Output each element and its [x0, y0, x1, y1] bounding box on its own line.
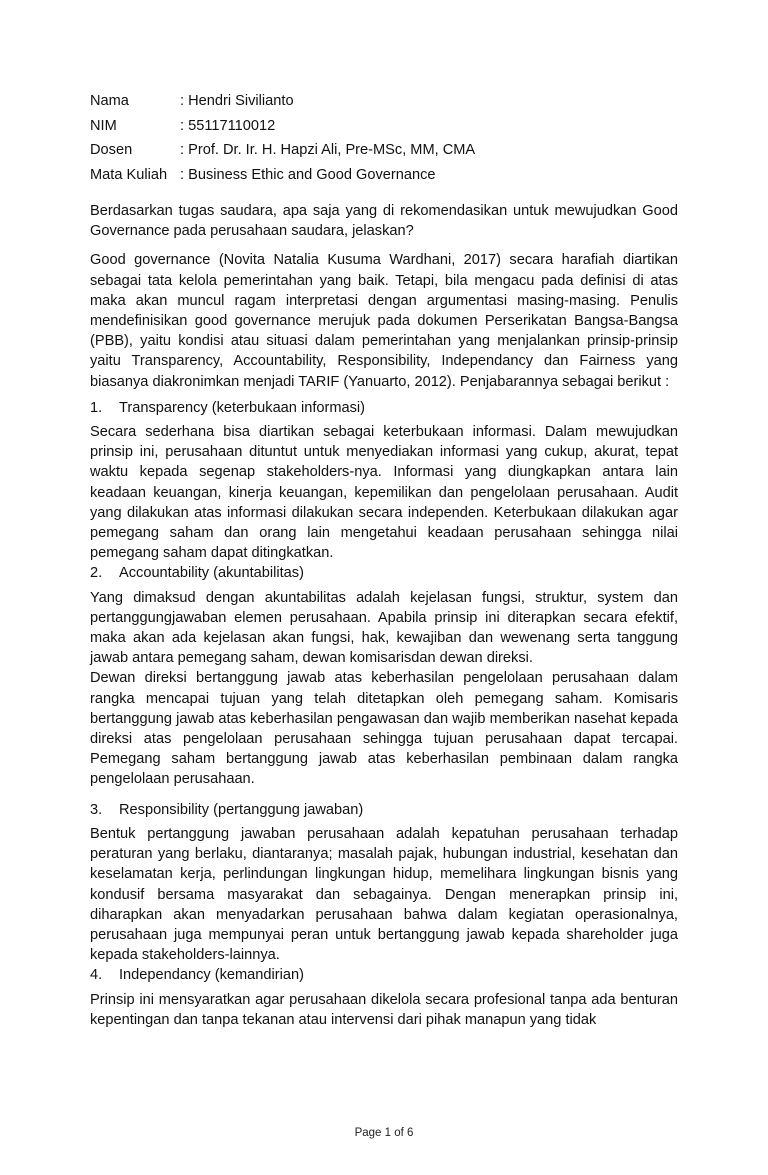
section-title: Independancy (kemandirian)	[119, 967, 304, 984]
info-row-mata-kuliah	[90, 163, 678, 188]
info-label: NIM	[90, 117, 117, 134]
section-paragraph: Dewan direksi bertanggung jawab atas keberhasilan pengelolaan perusahaan dalam rangka mencapai tujuan yang telah ditetapkan oleh pemegang saham. Komisaris bertanggung jawab atas keberhasilan pengawasan dan wajib memberikan nasehat kepada direksi atas pengelolaan perusahaan sehingga tujuan perusahaan dapat tercapai. Pemegang saham bertanggung jawab atas keberhasilan pembinaan dalam rangka pengelolaan perusahaan.	[90, 670, 678, 788]
info-row-nim	[90, 114, 678, 139]
section-paragraph: Bentuk pertanggung jawaban perusahaan adalah kepatuhan perusahaan terhadap peraturan yang berlaku, diantaranya; masalah pajak, hubungan industrial, kesehatan dan keselamatan kerja, perlindungan lingkungan hidup, memelihara lingkungan bisnis yang kondusif bersama masyarakat dan sebagainya. Dengan menerapkan prinsip ini, diharapkan akan menyadarkan perusahaan bahwa dalam kegiatan operasionalnya, perusahaan juga mempunyai peran untuk bertanggung jawab kepada shareholder juga kepada stakeholders-lainnya.	[90, 825, 678, 964]
page-number: Page 1 of 6	[354, 1127, 414, 1139]
section-paragraph: Yang dimaksud dengan akuntabilitas adalah kejelasan fungsi, struktur, system dan pertanggungjawaban elemen perusahaan. Apabila prinsip ini diterapkan secara efektif, maka akan ada kejelasan akan fungsi, hak, kewajiban dan wewenang serta tanggung jawab antara pemegang saham, dewan komisarisdan dewan direksi.	[90, 589, 678, 667]
info-row-nama	[90, 89, 678, 114]
info-row-dosen	[90, 138, 678, 163]
info-label: Mata Kuliah	[90, 166, 168, 183]
section-number: 2.	[90, 565, 103, 582]
section-number: 4.	[90, 967, 103, 984]
section-heading-independancy	[90, 965, 678, 985]
info-value: : Hendri Sivilianto	[180, 93, 294, 110]
info-label: Dosen	[90, 142, 133, 159]
section-heading-transparency	[90, 398, 678, 418]
section-paragraph: Prinsip ini mensyaratkan agar perusahaan dikelola secara profesional tanpa ada benturan kepentingan dan tanpa tekanan atau intervensi dari pihak manapun yang tidak	[90, 991, 678, 1028]
section-heading-accountability	[90, 563, 678, 583]
student-info	[90, 89, 678, 187]
info-value: : 55117110012	[180, 117, 276, 134]
info-label: Nama	[90, 93, 129, 110]
section-title: Transparency (keterbukaan informasi)	[119, 399, 366, 416]
document-body	[90, 89, 678, 1030]
section-number: 1.	[90, 399, 103, 416]
section-title: Accountability (akuntabilitas)	[119, 565, 304, 582]
info-value: : Prof. Dr. Ir. H. Hapzi Ali, Pre-MSc, MM, CMA	[180, 142, 476, 159]
intro-paragraph: Good governance (Novita Natalia Kusuma Wardhani, 2017) secara harafiah diartikan sebagai tata kelola pemerintahan yang baik. Tetapi, bila mengacu pada definisi di atas maka akan muncul ragam interpretasi dengan argumentasi masing-masing. Penulis mendefinisikan good governance merujuk pada dokumen Perserikatan Bangsa-Bangsa (PBB), yaitu kondisi atau situasi dalam pemerintahan yang menjalankan prinsip-prinsip yaitu Transparency, Accountability, Responsibility, Independancy dan Fairness yang biasanya diakronimkan menjadi TARIF (Yanuarto, 2012). Penjabarannya sebagai berikut :	[90, 252, 678, 390]
section-paragraph: Secara sederhana bisa diartikan sebagai keterbukaan informasi. Dalam mewujudkan prinsip ini, perusahaan dituntut untuk menyediakan informasi yang cukup, akurat, tepat waktu kepada segenap stakeholders-nya. Informasi yang diungkapkan antara lain keadaan keuangan, kinerja keuangan, kepemilikan dan pengelolaan perusahaan. Audit yang dilakukan atas informasi dilakukan secara independen. Keterbukaan dilakukan agar pemegang saham dan orang lain mengetahui keadaan perusahaan sehingga nilai pemegang saham dapat ditingkatkan.	[90, 424, 678, 562]
info-value: : Business Ethic and Good Governance	[180, 166, 436, 183]
section-heading-responsibility	[90, 800, 678, 820]
assignment-question: Berdasarkan tugas saudara, apa saja yang di rekomendasikan untuk mewujudkan Good Governance pada perusahaan saudara, jelaskan?	[90, 203, 678, 240]
section-number: 3.	[90, 801, 103, 818]
section-title: Responsibility (pertanggung jawaban)	[119, 801, 364, 818]
page-footer	[0, 1127, 768, 1139]
